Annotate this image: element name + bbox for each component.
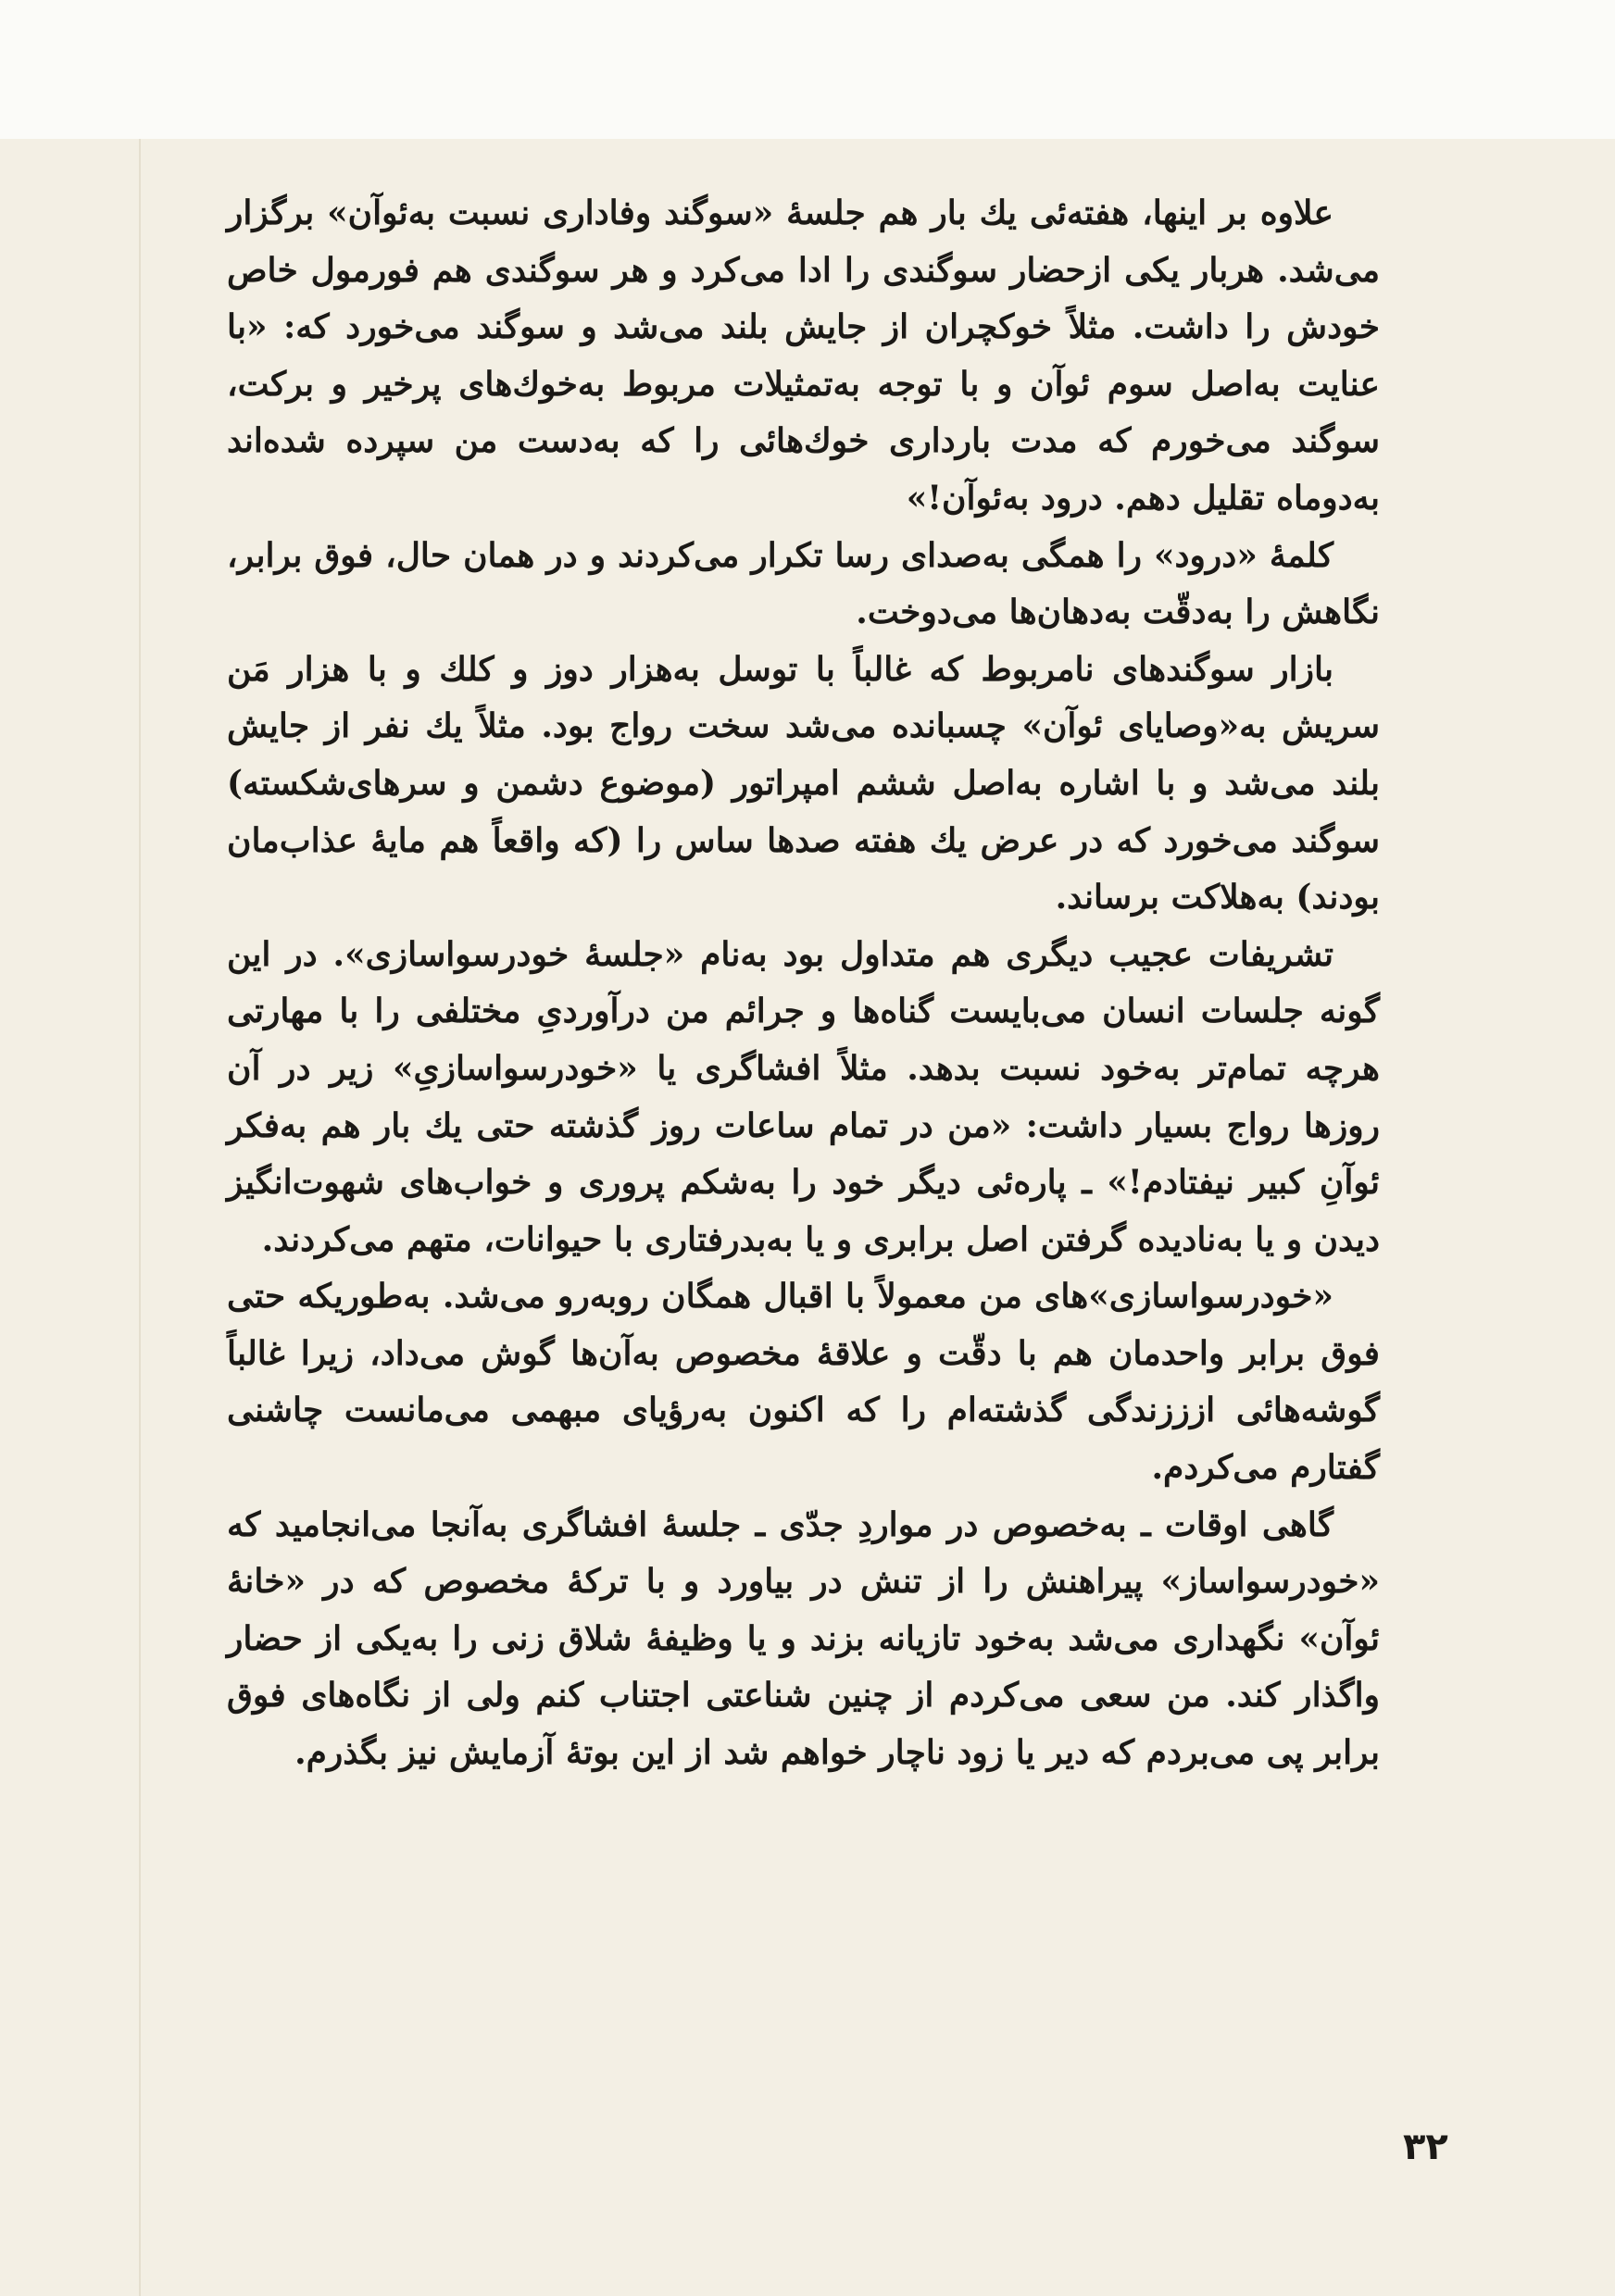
paragraph-self-exposure-ceremony: تشریفات عجیب دیگری هم متداول بود به‌نام «جلسهٔ خودرسواسازی». در این گونه جلسات انسان می‌بایست گناه‌ها و جرائم من درآوردیِ مختلفی را با مهارتی هرچه تمام‌تر به‌خود نسبت بدهد. مثلاً افشاگری یا «خودرسواسازیِ» زیر در آن روزها رواج بسیار داشت: «من در تمام ساعات روز گذشته حتی یك بار هم به‌فکر ئوآنِ کبیر نیفتادم!» ـ پاره‌ئی دیگر خود را به‌شکم پروری و خواب‌های شهوت‌انگیز دیدن و یا به‌نادیده گرفتن اصل برابری و یا به‌بدرفتاری با حیوانات، متهم می‌کردند. (227, 934, 1380, 1259)
page-fold-line (139, 139, 141, 2296)
paragraph-salute: کلمهٔ «درود» را همگی به‌صدای رسا تکرار می‌کردند و در همان حال، فوق برابر، نگاهش را به‌دقّت به‌دهان‌ها می‌دوخت. (227, 535, 1380, 632)
paragraph-unrelated-oaths: بازار سوگندهای نامربوط که غالباً با توسل به‌هزار دوز و کلك و با هزار مَن سریش به‌«وصایای ئوآن» چسبانده می‌شد سخت رواج بود. مثلاً یك نفر از جایش بلند می‌شد و با اشاره به‌اصل ششم امپراتور (موضوع دشمن و سرهای‌شکسته) سوگند می‌خورد که در عرض یك هفته صدها ساس را (که واقعاً هم مایهٔ عذاب‌مان بودند) به‌هلاکت برساند. (227, 649, 1380, 917)
page-body (227, 185, 1380, 1782)
paragraph-my-confessions: «خودرسواسازی»های من معمولاً با اقبال همگان روبه‌رو می‌شد. به‌طوریکه حتی فوق برابر واحدمان هم با دقّت و علاقهٔ مخصوص به‌آن‌ها گوش می‌داد، زیرا غالباً گوشه‌هائی ازززندگی گذشته‌ام را که اکنون به‌رؤیای مبهمی می‌مانست چاشنی گفتارم می‌کردم. (227, 1277, 1380, 1488)
paragraph-oath-session: علاوه بر اینها، هفته‌ئی یك بار هم جلسهٔ «سوگند وفاداری نسبت به‌ئوآن» برگزار می‌شد. هربار یکی ازحضار سوگندی را ادا می‌کرد و هر سوگندی هم فورمول خاص خودش را داشت. مثلاً خوکچران از جایش بلند می‌شد و سوگند می‌خورد که: «با عنایت به‌اصل سوم ئوآن و با توجه به‌تمثیلات مربوط به‌خوك‌های پرخیر و برکت، سوگند می‌خورم که مدت بارداری خوك‌هائی را که به‌دست من سپرده شده‌اند به‌دوماه تقلیل دهم. درود به‌ئوآن!» (227, 193, 1380, 518)
paragraph-flogging: گاهی اوقات ـ به‌خصوص در مواردِ جدّی ـ جلسهٔ افشاگری به‌آنجا می‌انجامید که «خودرسواساز» پیراهنش را از تنش در بیاورد و با ترکهٔ مخصوص که در «خانهٔ ئوآن» نگهداری می‌شد به‌خود تازیانه بزند و یا وظیفهٔ شلاق زنی را به‌یکی از حضار واگذار کند. من سعی می‌کردم از چنین شناعتی اجتناب کنم ولی از نگاه‌های فوق برابر پی می‌بردم که دیر یا زود ناچار خواهم شد از این بوتهٔ آزمایش نیز بگذرم. (227, 1504, 1380, 1773)
page-number: ۳۲ (1403, 2126, 1448, 2168)
scan-top-margin (0, 0, 1615, 139)
